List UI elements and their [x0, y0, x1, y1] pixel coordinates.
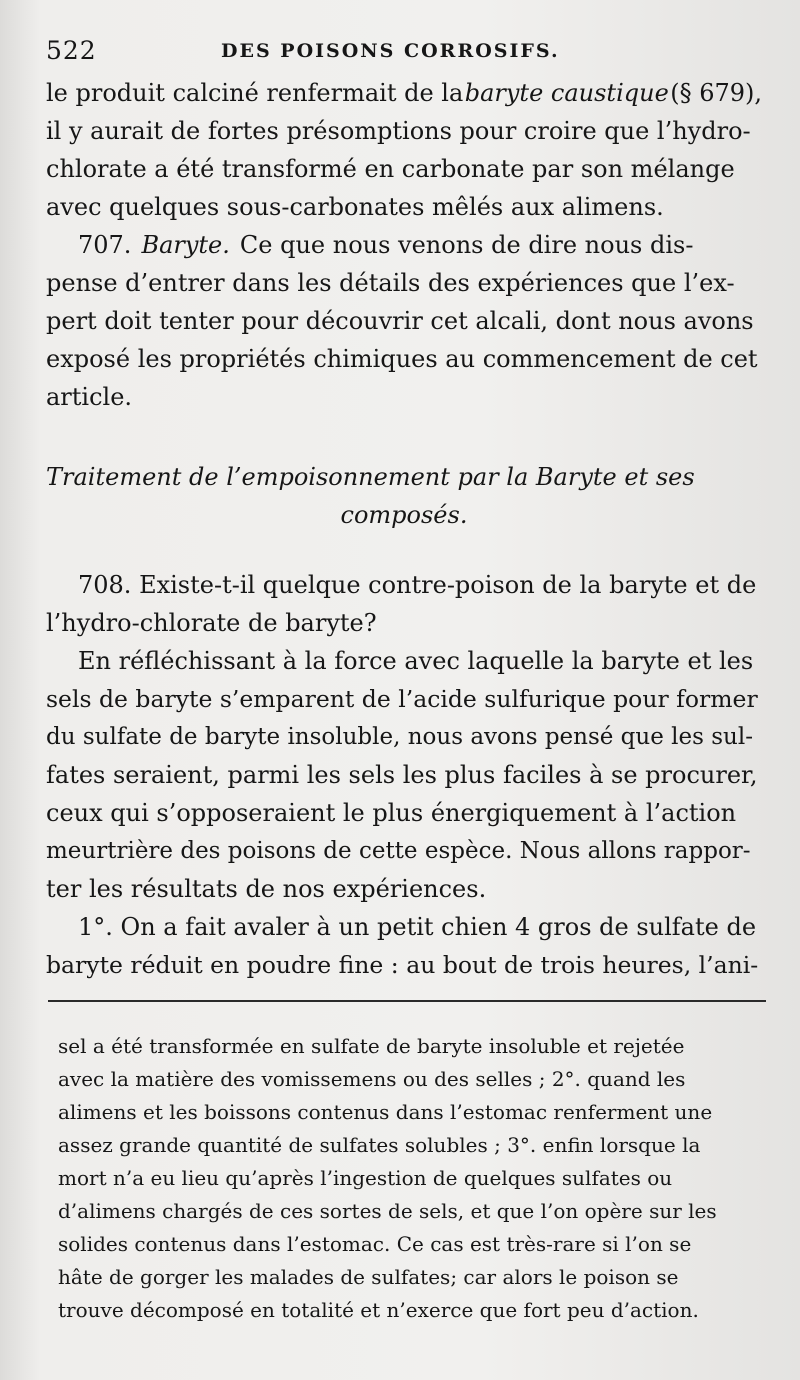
body-line-7 [46, 302, 762, 340]
body-text: 708. Existe-t-il quelque contre-poison de la baryte et de [78, 571, 757, 599]
body-text: ter les résultats de nos expériences. [46, 875, 487, 903]
body-line-1 [46, 74, 762, 112]
section-line-8 [46, 832, 762, 870]
body-text: (§ 679), [670, 79, 762, 107]
section-line-11 [46, 946, 762, 984]
body-line-9 [46, 378, 762, 416]
footnote-text: hâte de gorger les malades de sulfates; car alors le poison se [58, 1265, 679, 1289]
footnote-line-8 [58, 1261, 776, 1294]
body-text: exposé les propriétés chimiques au commencement de cet [46, 345, 758, 373]
footnote-line-4 [58, 1129, 776, 1162]
page-header [46, 36, 766, 72]
section-heading-line-2: composés. [340, 501, 468, 529]
body-text: Ce que nous venons de dire nous dis- [239, 231, 694, 259]
body-text: avec quelques sous-carbonates mêlés aux alimens. [46, 193, 664, 221]
footnote-line-3 [58, 1096, 776, 1129]
body-text: ceux qui s’opposeraient le plus énergiquement à l’action [46, 799, 737, 827]
section-heading-line-1: Traitement de l’empoisonnement par la Baryte et ses [46, 463, 695, 491]
body-text: sels de baryte s’emparent de l’acide sulfurique pour former [46, 685, 758, 713]
footnote-line-7 [58, 1228, 776, 1261]
body-line-6 [46, 264, 762, 302]
body-line-4 [46, 188, 762, 226]
page-number: 522 [46, 36, 97, 65]
body-line-3 [46, 150, 762, 188]
body-text: il y aurait de fortes présomptions pour croire que l’hydro- [46, 117, 751, 145]
body-text: fates seraient, parmi les sels les plus faciles à se procurer, [46, 761, 758, 789]
footnote-text: avec la matière des vomissemens ou des selles ; 2°. quand les [58, 1067, 686, 1091]
body-text: pense d’entrer dans les détails des expériences que l’ex- [46, 269, 735, 297]
body-text: En réfléchissant à la force avec laquelle la baryte et les [78, 647, 754, 675]
footnote-text: solides contenus dans l’estomac. Ce cas est très-rare si l’on se [58, 1232, 692, 1256]
section-line-5 [46, 718, 762, 756]
body-text: l’hydro-chlorate de baryte? [46, 609, 377, 637]
paragraph-number: 707. [78, 231, 132, 259]
running-title: DES POISONS CORROSIFS. [221, 40, 560, 62]
body-text: du sulfate de baryte insoluble, nous avons pensé que les sul- [46, 724, 753, 750]
body-text: 1°. On a fait avaler à un petit chien 4 gros de sulfate de [78, 913, 757, 941]
section-line-7 [46, 794, 762, 832]
section-line-10 [78, 908, 762, 946]
footnote-line-9 [58, 1294, 776, 1327]
footnote-line-1 [58, 1030, 776, 1063]
footnote-text: sel a été transformée en sulfate de baryte insoluble et rejetée [58, 1034, 685, 1058]
body-line-5 [78, 226, 762, 264]
body-text: pert doit tenter pour découvrir cet alcali, dont nous avons [46, 307, 754, 335]
footnote-text: mort n’a eu lieu qu’après l’ingestion de quelques sulfates ou [58, 1166, 673, 1190]
footnote-rule [48, 1000, 766, 1002]
body-text: le produit calciné renfermait de la [46, 79, 464, 107]
footnote-text: d’alimens chargés de ces sortes de sels, et que l’on opère sur les [58, 1199, 717, 1223]
footnote-line-6 [58, 1195, 776, 1228]
section-line-9 [46, 870, 762, 908]
section-keyword: Baryte. [141, 231, 230, 259]
body-line-8 [46, 340, 762, 378]
footnote-text: trouve décomposé en totalité et n’exerce que fort peu d’action. [58, 1298, 699, 1322]
body-text: article. [46, 383, 133, 411]
section-line-3 [78, 642, 762, 680]
footnote-text: alimens et les boissons contenus dans l’estomac renferment une [58, 1100, 713, 1124]
section-line-6 [46, 756, 762, 794]
footnote-line-5 [58, 1162, 776, 1195]
section-line-2 [46, 604, 762, 642]
footnote-text: assez grande quantité de sulfates solubles ; 3°. enfin lorsque la [58, 1133, 701, 1157]
body-text: chlorate a été transformé en carbonate par son mélange [46, 155, 735, 183]
section-line-4 [46, 680, 762, 718]
body-text: meurtrière des poisons de cette espèce. Nous allons rappor- [46, 838, 751, 864]
section-line-1 [78, 566, 762, 604]
body-line-2 [46, 112, 762, 150]
footnote-line-2 [58, 1063, 776, 1096]
body-text-italic: baryte caustique [464, 79, 669, 107]
body-text: baryte réduit en poudre fine : au bout de trois heures, l’ani- [46, 951, 759, 979]
